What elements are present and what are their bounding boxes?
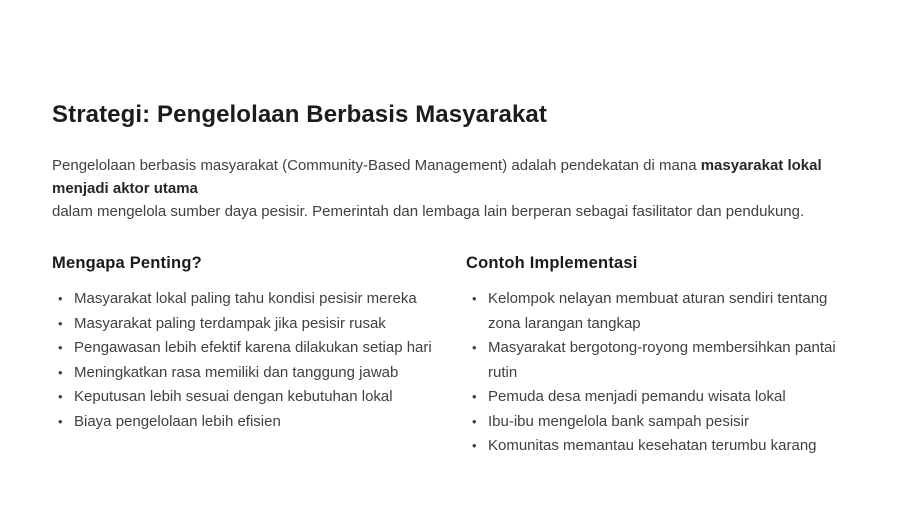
bullet-icon: •	[58, 389, 63, 404]
why-important-list	[52, 287, 466, 434]
list-item-text: Masyarakat paling terdampak jika pesisir rusak	[74, 314, 386, 332]
list-item	[52, 287, 466, 312]
bullet-icon: •	[472, 291, 477, 306]
list-item	[52, 385, 466, 410]
list-item	[52, 361, 466, 386]
list-item	[466, 287, 848, 336]
list-item-text: Masyarakat bergotong-royong membersihkan pantai rutin	[488, 339, 836, 381]
page-title: Strategi: Pengelolaan Berbasis Masyarakat	[52, 101, 547, 128]
bullet-icon: •	[58, 413, 63, 429]
bullet-icon: •	[472, 389, 477, 404]
bullet-icon: •	[472, 340, 477, 355]
bullet-icon: •	[58, 364, 63, 380]
two-column-section	[52, 252, 848, 459]
list-item-text: Keputusan lebih sesuai dengan kebutuhan lokal	[74, 388, 393, 405]
bullet-icon: •	[472, 438, 477, 453]
list-item-text: Ibu-ibu mengelola bank sampah pesisir	[488, 412, 749, 430]
bullet-icon: •	[58, 291, 63, 306]
list-item-text: Pemuda desa menjadi pemandu wisata lokal	[488, 388, 786, 405]
list-item	[52, 336, 466, 361]
bullet-icon: •	[472, 413, 477, 429]
list-item-text: Pengawasan lebih efektif karena dilakukan setiap hari	[74, 339, 432, 356]
list-item	[52, 312, 466, 337]
list-item-text: Masyarakat lokal paling tahu kondisi pesisir mereka	[74, 290, 417, 307]
intro-paragraph	[52, 154, 848, 223]
column-why-important	[52, 252, 466, 459]
list-item	[466, 385, 848, 410]
list-item	[466, 336, 848, 385]
list-item-text: Meningkatkan rasa memiliki dan tanggung jawab	[74, 363, 399, 381]
list-item-text: Komunitas memantau kesehatan terumbu karang	[488, 437, 817, 454]
list-item	[466, 410, 848, 435]
intro-text-before: Pengelolaan berbasis masyarakat (Community-Based Management) adalah pendekatan di mana	[52, 157, 701, 174]
intro-text-after: dalam mengelola sumber daya pesisir. Pemerintah dan lembaga lain berperan sebagai fasilitator dan pendukung.	[52, 203, 805, 220]
implementation-examples-list	[466, 287, 848, 459]
column-heading: Mengapa Penting?	[52, 254, 202, 272]
column-heading: Contoh Implementasi	[466, 254, 638, 272]
intro-bold-phrase: masyarakat lokal menjadi aktor utama	[52, 157, 822, 197]
list-item	[52, 410, 466, 435]
bullet-icon: •	[58, 340, 63, 355]
list-item	[466, 434, 848, 459]
bullet-icon: •	[58, 315, 63, 331]
column-implementation-examples	[466, 252, 848, 459]
list-item-text: Biaya pengelolaan lebih efisien	[74, 412, 281, 430]
list-item-text: Kelompok nelayan membuat aturan sendiri tentang zona larangan tangkap	[488, 290, 828, 332]
